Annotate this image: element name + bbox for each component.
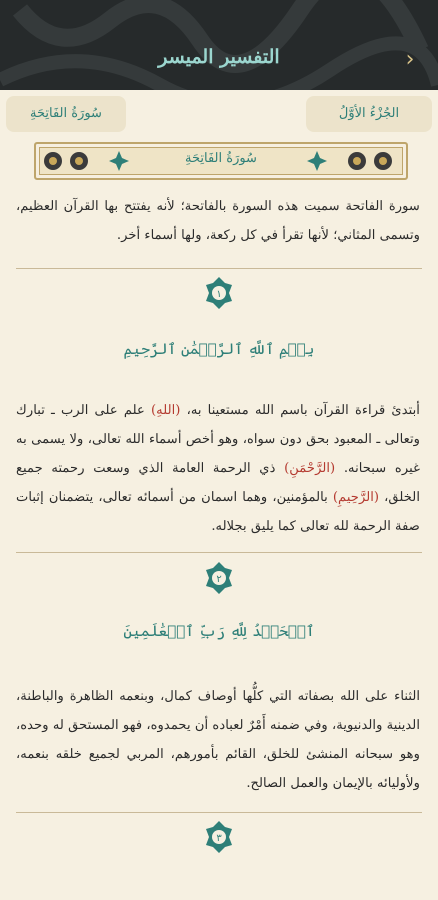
ornament-icon: [306, 150, 328, 172]
verse-number: ٣: [216, 833, 222, 844]
ayah-tafsir: الثناء على الله بصفاته التي كلُّها أوصاف كمال، وبنعمه الظاهرة والباطنة، الدينية والدنيوية، وفي ضمنه أَمْرٌ لعباده أن يحمدوه، فهو المستحق له وحده، وهو سبحانه المنشئ للخلق، القائم بأمورهم، المربي لجميع خلقه بنعمه، ولأوليائه بالإيمان والعمل الصالح.: [16, 689, 420, 791]
verse-number: ١: [216, 289, 222, 300]
verse-number-medallion-icon: [205, 561, 233, 595]
chevron-right-icon: ›: [405, 47, 415, 72]
verse-number-medallion-icon: [205, 820, 233, 854]
surah-banner-label: سُورَةُ الفَاتِحَةِ: [185, 151, 257, 166]
background-pattern: [0, 0, 438, 90]
surah-chip[interactable]: سُورَةُ الفَاتِحَةِ: [6, 96, 126, 132]
ornament-icon: [346, 150, 368, 172]
juz-chip[interactable]: الجُزْءُ الأوَّلُ: [306, 96, 432, 132]
back-button[interactable]: [398, 48, 422, 72]
divider: [16, 268, 422, 269]
ayah-text: بِسۡمِ ٱللَّهِ ٱلرَّحۡمَٰنِ ٱلرَّحِيمِ: [123, 340, 315, 358]
highlight-term: (اللهِ): [151, 403, 181, 418]
highlight-term: (الرَّحْمَنِ): [284, 461, 336, 476]
surah-banner: [34, 142, 408, 180]
highlight-term: (الرَّحِيمِ): [332, 490, 380, 505]
ornament-icon: [372, 150, 394, 172]
verse-number-medallion-icon: [205, 276, 233, 310]
divider: [16, 552, 422, 553]
divider: [16, 812, 422, 813]
top-app-bar: [0, 0, 438, 90]
navigation-chips: [0, 96, 438, 136]
ayah-tafsir: أبتدئ قراءة القرآن باسم الله مستعينا به، (اللهِ) علم على الرب ـ تبارك وتعالى ـ المعبود بحق دون سواه، وهو أخص أسماء الله تعالى، ولا يسمى به غيره سبحانه. (الرَّحْمَنِ) ذي الرحمة العامة الذي وسعت رحمته جميع الخلق، (الرَّحِيمِ) بالمؤمنين، وهما اسمان من أسمائه تعالى، يتضمنان إثبات صفة الرحمة لله تعالى كما يليق بجلاله.: [16, 403, 420, 534]
ayah-text: ٱلۡحَمۡدُ لِلَّهِ رَبِّ ٱلۡعَٰلَمِينَ: [123, 622, 315, 640]
surah-intro: سورة الفاتحة سميت هذه السورة بالفاتحة؛ لأنه يفتتح بها القرآن العظيم، وتسمى المثاني؛ لأنها تقرأ في كل ركعة، ولها أسماء أخر.: [16, 199, 420, 243]
page-title: التفسير الميسر: [158, 46, 280, 68]
verse-number: ٢: [216, 574, 222, 585]
